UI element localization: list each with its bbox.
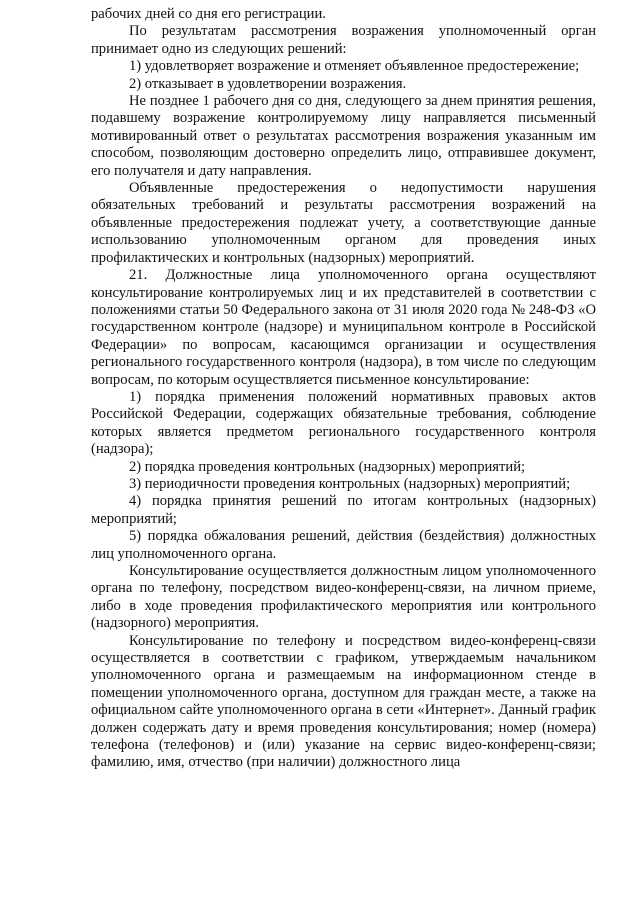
paragraph-section-21: 21. Должностные лица уполномоченного органа осуществляют консультирование контролируемых лиц и их представителей в соответствии с положениями статьи 50 Федерального закона от 31 июля 2020 года № 248-ФЗ «О государственном контроле (надзоре) и муниципальном контроле в Российской Федерации» по вопросам, касающимся организации и осуществления регионального государственного контроля (надзора), в том числе по следующим вопросам, по которым осуществляется письменное консультирование: <box>91 267 596 388</box>
paragraph-decisions-intro: По результатам рассмотрения возражения уполномоченный орган принимает одно из следующих решений: <box>91 23 596 57</box>
paragraph-warnings-accounting: Объявленные предостережения о недопустимости нарушения обязательных требований и результаты рассмотрения возражений на объявленные предостережения подлежат учету, а соответствующие данные использованию уполномоченным органом для проведения иных профилактических и контрольных (надзорных) мероприятий. <box>91 180 596 266</box>
paragraph-item-5: 5) порядка обжалования решений, действия (бездействия) должностных лиц уполномоченного органа. <box>91 528 596 562</box>
paragraph-item-4: 4) порядка принятия решений по итогам контрольных (надзорных) мероприятий; <box>91 493 596 527</box>
paragraph-decision-2: 2) отказывает в удовлетворении возражения. <box>129 75 407 92</box>
paragraph-response-deadline: Не позднее 1 рабочего дня со дня, следующего за днем принятия решения, подавшему возражение контролируемому лицу направляется письменный мотивированный ответ о результатах рассмотрения возражения указанным им способом, позволяющим достоверно определить лицо, отправившее документ, его получателя и дату направления. <box>91 93 596 179</box>
document-page <box>91 6 596 772</box>
paragraph-item-3: 3) периодичности проведения контрольных (надзорных) мероприятий; <box>129 475 571 492</box>
paragraph-consulting-schedule: Консультирование по телефону и посредством видео-конференц-связи осуществляется в соответствии с графиком, утверждаемым начальником уполномоченного органа и размещаемым на информационном стенде в помещении уполномоченного органа, доступном для граждан месте, а также на официальном сайте уполномоченного органа в сети «Интернет». Данный график должен содержать дату и время проведения консультирования; номер (номера) телефона (телефонов) и (или) указание на сервис видео-конференц-связи; фамилию, имя, отчество (при наличии) должностного лица <box>91 632 596 771</box>
paragraph-consulting-methods: Консультирование осуществляется должностным лицом уполномоченного органа по телефону, посредством видео-конференц-связи, на личном приеме, либо в ходе проведения профилактического мероприятия или контрольного (надзорного) мероприятия. <box>91 563 596 632</box>
paragraph-item-2: 2) порядка проведения контрольных (надзорных) мероприятий; <box>129 458 526 475</box>
paragraph-registration-tail: рабочих дней со дня его регистрации. <box>91 6 326 22</box>
paragraph-item-1: 1) порядка применения положений нормативных правовых актов Российской Федерации, содержащих обязательные требования, соблюдение которых является предметом регионального государственного контроля (надзора); <box>91 388 596 458</box>
paragraph-decision-1: 1) удовлетворяет возражение и отменяет объявленное предостережение; <box>129 58 580 75</box>
